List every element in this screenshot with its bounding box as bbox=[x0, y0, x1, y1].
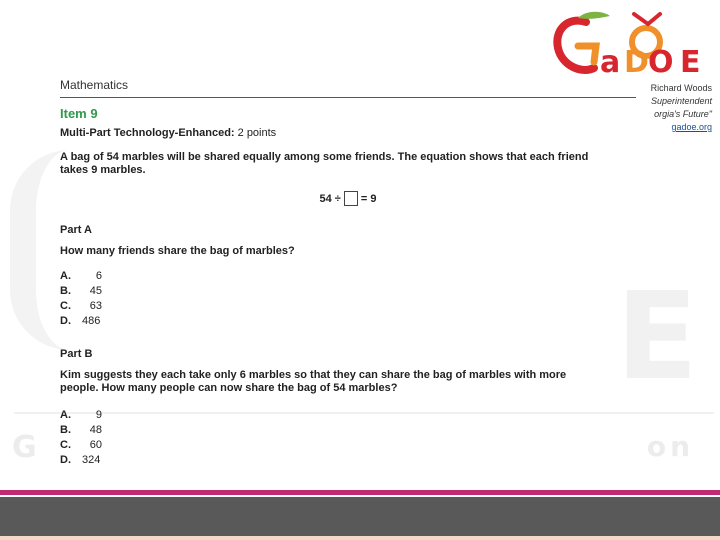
equation-left: 54 ÷ bbox=[319, 192, 341, 205]
test-item-document bbox=[60, 78, 636, 467]
svg-text:a: a bbox=[600, 45, 621, 80]
part-a-options bbox=[60, 268, 636, 328]
watermark-letter: G bbox=[12, 430, 37, 465]
tagline: orgia's Future" bbox=[654, 109, 712, 119]
option-value: 324 bbox=[82, 453, 101, 466]
website-link[interactable]: gadoe.org bbox=[671, 122, 712, 132]
answer-option[interactable] bbox=[60, 437, 636, 452]
answer-box[interactable] bbox=[344, 191, 358, 206]
answer-option[interactable] bbox=[60, 283, 636, 298]
svg-text:D: D bbox=[624, 45, 649, 80]
equation bbox=[60, 191, 636, 206]
option-letter: D. bbox=[60, 453, 71, 466]
footer-accent-bar bbox=[0, 490, 720, 495]
footer-bar bbox=[0, 497, 720, 536]
stem-line: A bag of 54 marbles will be shared equally among some friends. The equation shows that each friend bbox=[60, 151, 589, 163]
option-letter: B. bbox=[60, 284, 71, 297]
equation-right: = 9 bbox=[360, 192, 377, 205]
svg-text:E: E bbox=[680, 45, 701, 80]
option-value: 9 bbox=[95, 408, 102, 421]
option-value: 48 bbox=[89, 423, 102, 436]
question-line: people. How many people can now share the bag of 54 marbles? bbox=[60, 382, 398, 394]
part-b-label: Part B bbox=[60, 348, 93, 360]
option-letter: A. bbox=[60, 408, 71, 421]
option-letter: D. bbox=[60, 314, 71, 327]
header-info bbox=[651, 82, 712, 134]
part-a-question: How many friends share the bag of marbles? bbox=[60, 245, 295, 257]
option-value: 6 bbox=[95, 269, 102, 282]
item-type-label: Multi-Part Technology-Enhanced: bbox=[60, 127, 235, 139]
option-value: 486 bbox=[82, 314, 101, 327]
superintendent-title: Superintendent bbox=[650, 96, 712, 106]
part-b-question bbox=[60, 369, 636, 395]
watermark-letters: on bbox=[646, 430, 694, 463]
item-points: 2 points bbox=[237, 127, 277, 139]
answer-option[interactable] bbox=[60, 407, 636, 422]
option-value: 63 bbox=[89, 299, 102, 312]
option-letter: C. bbox=[60, 299, 71, 312]
part-b-options bbox=[60, 407, 636, 467]
answer-option[interactable] bbox=[60, 268, 636, 283]
option-value: 45 bbox=[89, 284, 102, 297]
footer-bottom-strip bbox=[0, 536, 720, 540]
item-number: Item 9 bbox=[60, 106, 98, 121]
question-line: Kim suggests they each take only 6 marbles so that they can share the bag of marbles with more bbox=[60, 369, 567, 381]
question-stem bbox=[60, 151, 636, 177]
svg-text:O: O bbox=[648, 45, 674, 80]
answer-option[interactable] bbox=[60, 452, 636, 467]
answer-option[interactable] bbox=[60, 313, 636, 328]
answer-option[interactable] bbox=[60, 422, 636, 437]
option-value: 60 bbox=[89, 438, 102, 451]
gadoe-logo bbox=[548, 8, 716, 80]
option-letter: B. bbox=[60, 423, 71, 436]
answer-option[interactable] bbox=[60, 298, 636, 313]
subject-heading: Mathematics bbox=[60, 78, 636, 98]
option-letter: C. bbox=[60, 438, 71, 451]
stem-line: takes 9 marbles. bbox=[60, 164, 146, 176]
option-letter: A. bbox=[60, 269, 71, 282]
superintendent-name: Richard Woods bbox=[650, 83, 712, 93]
watermark-letter: E bbox=[616, 268, 698, 407]
part-a-label: Part A bbox=[60, 224, 92, 236]
item-type bbox=[60, 127, 636, 139]
